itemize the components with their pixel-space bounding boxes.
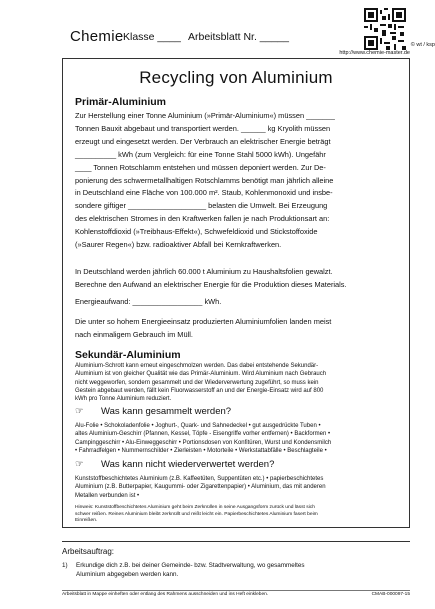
- divider: [62, 541, 410, 542]
- text-line: Zur Herstellung einer Tonne Aluminium (»Primär-Aluminium«) müssen _______: [75, 111, 335, 120]
- text-line: nicht weggeworfen, sondern gesammelt und der Wiederverwertung zugeführt, so muss kein: [75, 379, 319, 386]
- pointing-hand-icon: ☞: [75, 459, 84, 470]
- footer-code: CMAB-000097-15: [371, 592, 410, 597]
- text-line: • Fahrradfelgen • Nummernschilder • Zierleisten • Motorteile • Werkstattabfälle • Beschlagteile •: [75, 447, 327, 454]
- text-line: ponierung des schwermetallhaltigen Rotschlamms benötigt man jährlich alleine: [75, 175, 334, 185]
- arbeitsblatt-label: Arbeitsblatt Nr. _____: [188, 31, 289, 43]
- text-line: Alu-Folie • Schokoladenfolie • Joghurt-, Quark- und Sahnedeckel • gut ausgedrückte Tuben •: [75, 423, 321, 429]
- text-line: Einreißen.: [75, 518, 98, 524]
- footer-divider: [62, 590, 410, 591]
- question-text: Was kann nicht wiederverwertet werden?: [101, 459, 275, 470]
- text-line: Tonnen Bauxit abgebaut und transportiert werden. ______ kg Kryolith müssen: [75, 123, 331, 133]
- text-line: Die unter so hohem Energieeinsatz produzierten Aluminiumfolien landen meist: [75, 317, 332, 326]
- primaer-text: [75, 110, 405, 252]
- text-line: Kunststoffbeschichtetes Aluminium (z.B. Kaffeetüten, Suppentüten etc.) • papierbeschichtetes: [75, 476, 324, 482]
- task-number: 1): [62, 562, 68, 569]
- text-line: Aluminium (z.B. Butterpapier, Kaugummi- oder Zigarettenpapier) • Aluminium, das mit anderen: [75, 484, 326, 491]
- text-line: nach einmaligem Gebrauch im Müll.: [75, 329, 193, 339]
- task-item: [62, 562, 410, 579]
- text-line: Gestein abgebaut werden, fällt kein Fluorwasserstoff an und der Energie-Einsatz wird auf 800: [75, 387, 324, 394]
- text-line: In Deutschland werden jährlich 60.000 t Aluminium zu Haushaltsfolien gewalzt.: [75, 267, 333, 276]
- non-recyclable-list: [75, 475, 405, 500]
- copyright-text: © wt / ksp: [410, 42, 435, 48]
- text-line: ____ Tonnen Rotschlamm entstehen und müssen deponiert werden. Zur De-: [75, 162, 326, 172]
- text-line: Campinggeschirr • Alu-Einweggeschirr • Portionsdosen von Konfitüren, Wurst und Kondensmilch: [75, 439, 332, 446]
- collectable-list: [75, 422, 405, 455]
- klasse-label: Klasse ____: [123, 31, 181, 43]
- text-line: Berechne den Aufwand an elektrischer Energie für die Produktion dieses Materials.: [75, 279, 347, 289]
- sekundaer-heading: Sekundär-Aluminium: [75, 349, 181, 361]
- website-text: http://www.chemie-master.de: [339, 50, 410, 56]
- text-line: (»Saurer Regen«) bzw. radioaktiver Abfall bei Kernkraftwerken.: [75, 240, 282, 250]
- hint-text: [75, 505, 405, 525]
- primaer-conclusion: [75, 316, 405, 342]
- task-heading: Arbeitsauftrag:: [62, 547, 115, 556]
- pointing-hand-icon: ☞: [75, 406, 84, 417]
- text-line: erzeugt und eingesetzt werden. Der Verbrauch an elektrischer Energie beträgt: [75, 136, 331, 146]
- primaer-heading: Primär-Aluminium: [75, 96, 167, 108]
- sekundaer-text: [75, 362, 405, 403]
- task-text-continued: Aluminium abgegeben werden kann.: [76, 570, 179, 578]
- question-text: Was kann gesammelt werden?: [101, 406, 232, 417]
- footer-instruction: Arbeitsblatt in Mappe einheften oder entlang des Rahmens ausschneiden und ins Heft einkleben.: [62, 592, 269, 597]
- text-line: Kohlenstoffdioxid (»Treibhaus-Effekt«), Schwefeldioxid und Stickstoffoxide: [75, 227, 318, 237]
- task-text: Erkundige dich z.B. bei deiner Gemeinde- bzw. Stadtverwaltung, wo gesammeltes: [76, 562, 305, 569]
- worksheet-header: [0, 0, 435, 62]
- question-non-recyclable: [75, 459, 274, 470]
- text-line: des elektrischen Stromes in den Kraftwerken fallen je nach Produktionsart an:: [75, 214, 330, 224]
- energy-answer-line: Energieaufwand: _________________ kWh.: [75, 297, 222, 306]
- calculation-task: [75, 266, 405, 292]
- text-line: Metallen verbunden ist •: [75, 492, 140, 499]
- text-line: Hinweis: Kunststoffbeschichtetes Aluminium geht beim Zerknüllen in seine Ausgangsform zurück und lässt sich: [75, 505, 315, 510]
- subject-label: Chemie: [70, 28, 124, 45]
- text-line: schwer reißen. Reines Aluminium bleibt zerknüllt und reißt leicht ein. Papierbeschichtetes Aluminium fasert beim: [75, 511, 318, 517]
- text-line: Aluminium ist von gleicher Qualität wie das Primär-Aluminium. Wird Aluminium nach Gebrauch: [75, 371, 327, 378]
- question-collectable: [75, 406, 231, 417]
- text-line: in Deutschland eine Fläche von 100.000 m². Staub, Kohlenmonoxid und insbe-: [75, 188, 333, 198]
- text-line: sondere giftiger ___________________ belasten die Umwelt. Bei Erzeugung: [75, 201, 328, 211]
- text-line: __________ kWh (zum Vergleich: für eine Tonne Stahl 5000 kWh). Ungefähr: [75, 149, 326, 159]
- page-title: Recycling von Aluminium: [139, 68, 333, 87]
- text-line: Aluminium-Schrott kann erneut eingeschmolzen werden. Das dabei entstehende Sekundär-: [75, 363, 319, 369]
- text-line: kWh pro Tonne Aluminium reduziert.: [75, 396, 172, 403]
- text-line: altes Aluminium-Geschirr (Pfannen, Kessel, Töpfe - Eisengriffe vorher entfernen) • Backformen •: [75, 431, 331, 438]
